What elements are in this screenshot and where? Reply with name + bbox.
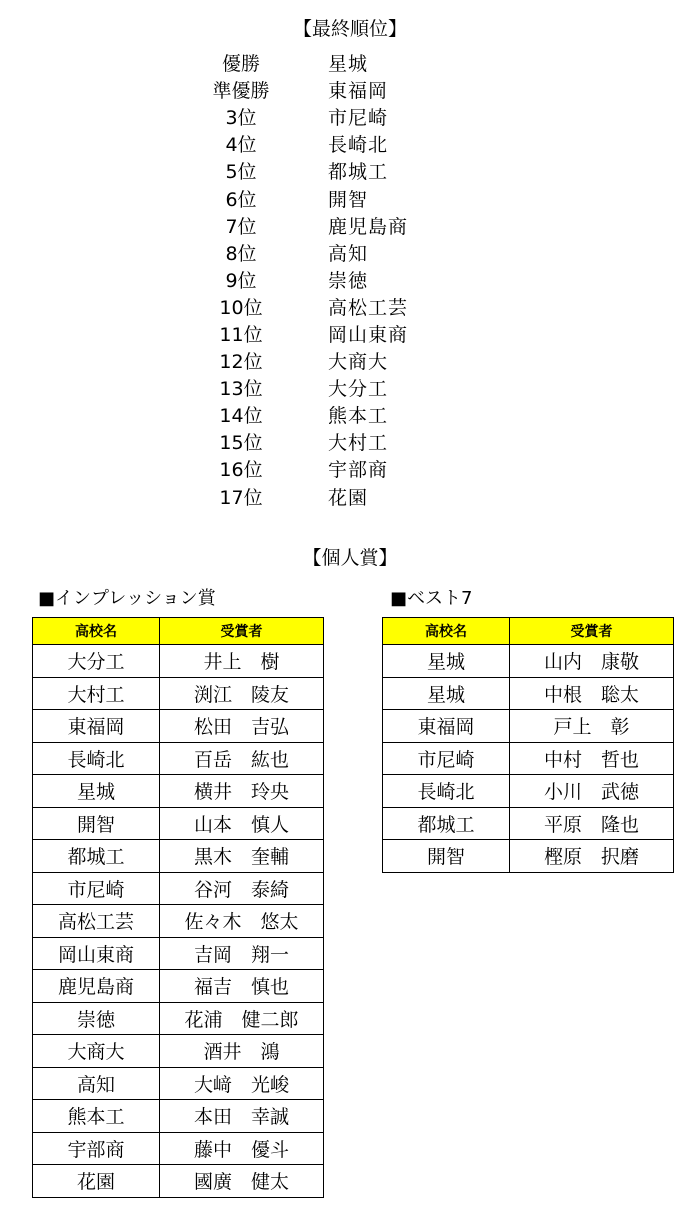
table-row (33, 1100, 324, 1133)
final-ranking-title: 【最終順位】 (292, 18, 407, 40)
table-row (33, 1002, 324, 1035)
ranking-school: 東福岡 (328, 80, 389, 103)
ranking-row (0, 49, 700, 76)
ranking-position: 14位 (219, 405, 263, 428)
winner-cell: 樫原 択磨 (510, 840, 674, 873)
table-row (33, 710, 324, 743)
winner-cell: 本田 幸誠 (160, 1100, 324, 1133)
ranking-position: 8位 (225, 242, 257, 265)
ranking-school: 宇部商 (328, 459, 389, 482)
table-row (33, 1067, 324, 1100)
ranking-position: 5位 (225, 161, 257, 184)
school-cell: 鹿児島商 (33, 970, 160, 1003)
school-cell: 長崎北 (383, 775, 510, 808)
table-row (33, 1035, 324, 1068)
table-row (383, 775, 674, 808)
table-row (33, 937, 324, 970)
winner-cell: 福吉 慎也 (160, 970, 324, 1003)
table-row (33, 645, 324, 678)
ranking-row (0, 266, 700, 293)
ranking-position: 7位 (225, 215, 257, 238)
table-header-row (33, 618, 324, 645)
ranking-row (0, 428, 700, 455)
school-cell: 星城 (383, 677, 510, 710)
winner-cell: 吉岡 翔一 (160, 937, 324, 970)
table-row (33, 840, 324, 873)
winner-cell: 中根 聡太 (510, 677, 674, 710)
winner-cell: 山内 康敬 (510, 645, 674, 678)
winner-cell: 藤中 優斗 (160, 1132, 324, 1165)
winner-cell: 井上 樹 (160, 645, 324, 678)
ranking-row (0, 293, 700, 320)
ranking-school: 開智 (328, 188, 369, 211)
ranking-row (0, 212, 700, 239)
winner-cell: 黒木 奎輔 (160, 840, 324, 873)
school-cell: 宇部商 (33, 1132, 160, 1165)
ranking-row (0, 483, 700, 510)
ranking-position: 10位 (219, 296, 263, 319)
ranking-school: 高松工芸 (328, 296, 409, 319)
table-row (33, 742, 324, 775)
ranking-position: 12位 (219, 351, 263, 374)
ranking-row (0, 320, 700, 347)
school-cell: 大商大 (33, 1035, 160, 1068)
winner-cell: 横井 玲央 (160, 775, 324, 808)
table-row (383, 840, 674, 873)
table-row (383, 645, 674, 678)
winner-cell: 平原 隆也 (510, 807, 674, 840)
ranking-position: 優勝 (221, 53, 260, 76)
ranking-row (0, 184, 700, 211)
ranking-school: 長崎北 (328, 134, 389, 157)
school-cell: 岡山東商 (33, 937, 160, 970)
ranking-row (0, 374, 700, 401)
impression-award-heading: ■インプレッション賞 (38, 588, 216, 609)
winner-cell: 松田 吉弘 (160, 710, 324, 743)
table-row (33, 905, 324, 938)
table-row (383, 710, 674, 743)
ranking-row (0, 76, 700, 103)
ranking-position: 準優勝 (212, 80, 270, 103)
best7-heading: ■ベスト7 (390, 588, 473, 609)
winner-cell: 中村 哲也 (510, 742, 674, 775)
ranking-position: 6位 (225, 188, 257, 211)
school-cell: 長崎北 (33, 742, 160, 775)
impression-award-table (32, 617, 324, 1198)
school-cell: 都城工 (383, 807, 510, 840)
table-row (33, 970, 324, 1003)
ranking-row (0, 157, 700, 184)
table-row (33, 807, 324, 840)
table-row (33, 1132, 324, 1165)
winner-cell: 戸上 彰 (510, 710, 674, 743)
ranking-position: 4位 (225, 134, 257, 157)
final-ranking-list (0, 49, 700, 510)
ranking-position: 11位 (219, 323, 263, 346)
winner-cell: 渕江 陵友 (160, 677, 324, 710)
ranking-school: 崇徳 (328, 269, 369, 292)
ranking-school: 大村工 (328, 432, 389, 455)
table-row (383, 742, 674, 775)
ranking-row (0, 103, 700, 130)
ranking-row (0, 347, 700, 374)
ranking-school: 花園 (328, 486, 369, 509)
ranking-position: 16位 (219, 459, 263, 482)
ranking-school: 鹿児島商 (328, 215, 409, 238)
ranking-row (0, 401, 700, 428)
column-header-school: 高校名 (383, 618, 510, 645)
winner-cell: 百岳 紘也 (160, 742, 324, 775)
school-cell: 市尼崎 (383, 742, 510, 775)
table-row (383, 677, 674, 710)
school-cell: 星城 (383, 645, 510, 678)
winner-cell: 山本 慎人 (160, 807, 324, 840)
ranking-position: 13位 (219, 378, 263, 401)
school-cell: 東福岡 (33, 710, 160, 743)
school-cell: 熊本工 (33, 1100, 160, 1133)
winner-cell: 佐々木 悠太 (160, 905, 324, 938)
school-cell: 高知 (33, 1067, 160, 1100)
column-header-school: 高校名 (33, 618, 160, 645)
table-row (383, 807, 674, 840)
school-cell: 崇徳 (33, 1002, 160, 1035)
winner-cell: 花浦 健二郎 (160, 1002, 324, 1035)
ranking-position: 15位 (219, 432, 263, 455)
ranking-school: 星城 (328, 53, 369, 76)
table-row (33, 872, 324, 905)
winner-cell: 國廣 健太 (160, 1165, 324, 1198)
winner-cell: 酒井 鴻 (160, 1035, 324, 1068)
school-cell: 都城工 (33, 840, 160, 873)
ranking-school: 都城工 (328, 161, 389, 184)
school-cell: 大分工 (33, 645, 160, 678)
ranking-row (0, 455, 700, 482)
ranking-school: 大分工 (328, 378, 389, 401)
ranking-position: 9位 (225, 269, 257, 292)
winner-cell: 小川 武徳 (510, 775, 674, 808)
column-header-winner: 受賞者 (510, 618, 674, 645)
best7-table-body (383, 645, 674, 873)
ranking-school: 高知 (328, 242, 369, 265)
ranking-row (0, 239, 700, 266)
school-cell: 開智 (33, 807, 160, 840)
ranking-school: 熊本工 (328, 405, 389, 428)
ranking-position: 17位 (219, 486, 263, 509)
school-cell: 星城 (33, 775, 160, 808)
school-cell: 市尼崎 (33, 872, 160, 905)
column-header-winner: 受賞者 (160, 618, 324, 645)
table-row (33, 775, 324, 808)
table-row (33, 1165, 324, 1198)
school-cell: 大村工 (33, 677, 160, 710)
winner-cell: 谷河 泰綺 (160, 872, 324, 905)
ranking-row (0, 130, 700, 157)
school-cell: 開智 (383, 840, 510, 873)
table-header-row (383, 618, 674, 645)
school-cell: 高松工芸 (33, 905, 160, 938)
table-row (33, 677, 324, 710)
ranking-school: 市尼崎 (328, 107, 389, 130)
school-cell: 東福岡 (383, 710, 510, 743)
best7-table (382, 617, 674, 873)
winner-cell: 大﨑 光峻 (160, 1067, 324, 1100)
impression-table-body (33, 645, 324, 1198)
ranking-school: 岡山東商 (328, 323, 409, 346)
school-cell: 花園 (33, 1165, 160, 1198)
individual-awards-title: 【個人賞】 (302, 547, 398, 569)
ranking-position: 3位 (225, 107, 257, 130)
ranking-school: 大商大 (328, 351, 389, 374)
